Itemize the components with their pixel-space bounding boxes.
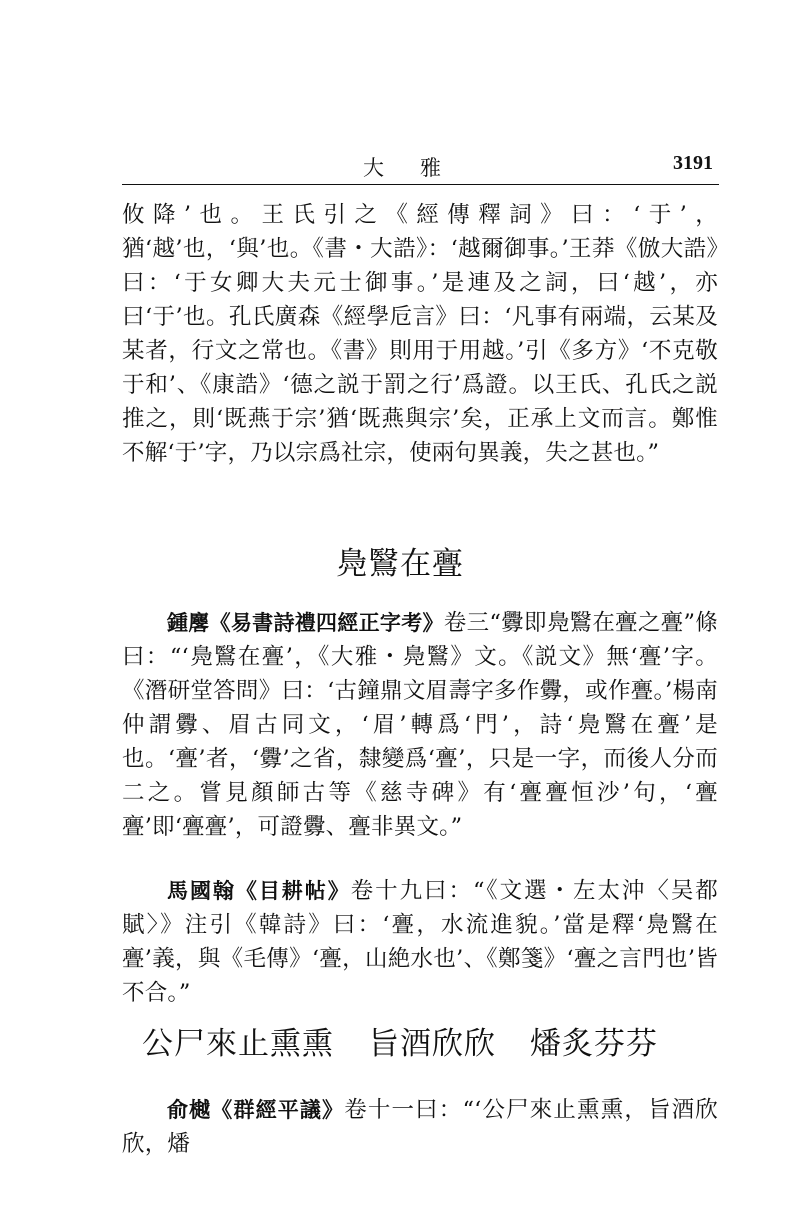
section-heading-gong-shi: [0, 1018, 800, 1063]
paragraph-continued: 攸降’也。王氏引之《經傳釋詞》曰：‘于’，猶‘越’也，‘與’也。《書・大誥》：‘越爾御事。’王莽《倣大誥》曰：‘于女卿大夫元士御事。’是連及之詞，曰‘越’，亦曰‘于’也。孔氏廣森《經學卮言》曰：‘凡事有兩端，云某及某者，行文之常也。《書》則用于用越。’引《多方》‘不克敬于和’、《康誥》‘德之説于罰之行’爲證。以王氏、孔氏之説推之，則‘既燕于宗’猶‘既燕與宗’矣，正承上文而言。鄭惟不解‘于’字，乃以宗爲社宗，使兩句異義，失之甚也。”: [122, 202, 718, 466]
source-citation: 俞樾《群經平議》: [167, 1098, 345, 1122]
page-number: 3191: [673, 152, 713, 174]
heading-part-1: 公尸來止熏熏: [142, 1026, 334, 1062]
heading-part-2: 旨酒欣欣: [368, 1026, 496, 1062]
paragraph-text: 卷三“釁即鳧鷖在亹之亹”條曰：“‘鳧鷖在亹’，《大雅・鳧鷖》文。《説文》無‘亹’字。《潛研堂答問》曰：‘古鐘鼎文眉壽字多作釁，或作亹。’楊南仲謂釁、眉古同文，‘眉’轉爲‘門’，詩‘鳧鷖在亹’是也。‘亹’者，‘釁’之省，隸變爲‘亹’，只是一字，而後人分而二之。嘗見顏師古等《慈寺碑》有‘亹亹恒沙’句，‘亹亹’即‘亹亹’，可證釁、亹非異文。”: [122, 610, 718, 840]
source-citation: 馬國翰《目耕帖》: [167, 879, 351, 903]
paragraph-yu-yue: [122, 1093, 718, 1161]
header-rule: [122, 184, 719, 185]
source-citation: 鍾麐《易書詩禮四經正字考》: [167, 611, 444, 635]
paragraph-text: 卷十九曰：“《文選・左太沖〈吴都賦〉》注引《韓詩》曰：‘亹，水流進貌。’當是釋‘鳧鷖在亹’義，與《毛傳》‘亹，山絶水也’、《鄭箋》‘亹之言門也’皆不合。”: [122, 878, 718, 1006]
paragraph-text: 卷十一曰：“‘公尸來止熏熏，旨酒欣欣，燔: [122, 1097, 718, 1157]
section-heading-fu-yi-zai-men: 鳧鷖在亹: [336, 546, 464, 582]
running-head: [122, 150, 717, 182]
heading-part-3: 燔炙芬芬: [530, 1026, 658, 1062]
running-title: 大雅: [363, 156, 477, 180]
paragraph-ma-guohan: [122, 874, 718, 1010]
paragraph-zhong-lin: [122, 606, 718, 844]
